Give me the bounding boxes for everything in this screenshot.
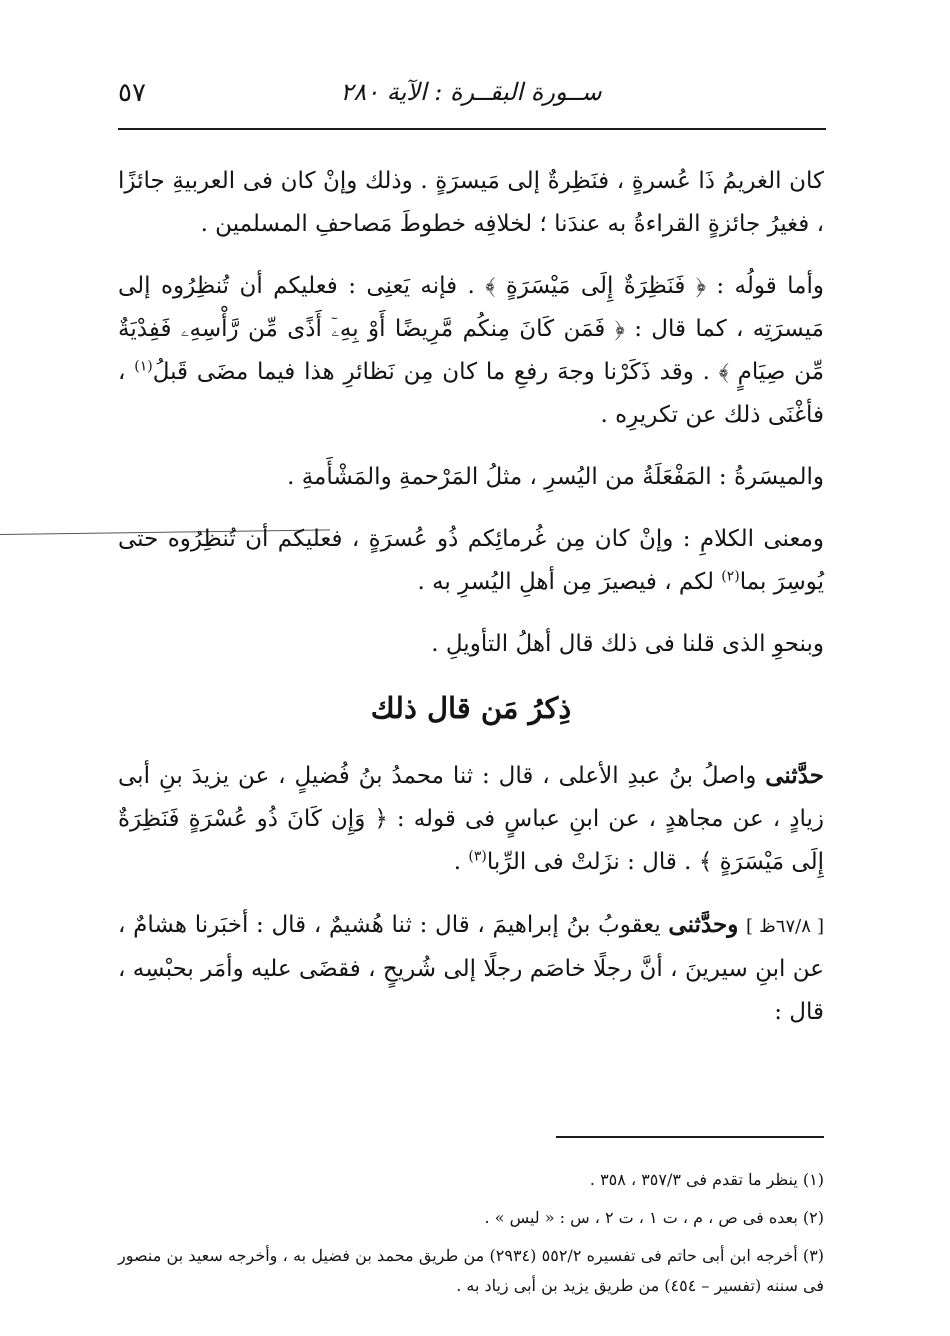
paragraph-5: وبنحوِ الذى قلنا فى ذلك قال أهلُ التأويلِ . [431, 631, 824, 657]
footnote-1: (١) ينظر ما تقدم فى ٣/‏٣٥٧ ، ٣٥٨ . [589, 1170, 824, 1189]
narration-2-text-a: يعقوبُ بنُ إبراهيمَ ، قال : ثنا هُشيمٌ ، قال : أخبَرنا هشامٌ ، عن ابنِ سيرينَ ، أنَّ رجلًا خاصَم رجلًا إلى شُريحٍ ، فقضَى عليه وأمَر بحبْسِه ، قال : [118, 912, 824, 1025]
footnote-ref[interactable]: (٣) [468, 848, 487, 865]
footnote-ref[interactable]: (٢) [721, 568, 740, 585]
paragraph-4-text-b: لكم ، فيصيرَ مِن أهلِ اليُسرِ به . [417, 569, 722, 595]
main-text [118, 160, 824, 1053]
footnote-ref[interactable]: (١) [134, 358, 153, 375]
paragraph-2-text-c: . وقد ذَكَرْنا وجهَ رفعِ ما كان مِن نَظائرِ هذا فيما مضَى قَبلُ [152, 359, 719, 385]
paragraph-4-text-a: ومعنى الكلامِ : وإنْ كان مِن غُرمائِكم ذُو عُسرَةٍ ، فعليكم أن تُنظِرُوه حتى يُوسِرَ بما [118, 526, 824, 595]
footnotes [118, 1165, 824, 1309]
paragraph-2-text-b: . فإنه يَعنِى : فعليكم أن تُنظِرُوه إلى مَيسرَتِه ، كما قال : [118, 273, 824, 342]
manuscript-folio-marker: [ ٦٧/٨ظ ] [746, 916, 824, 937]
quran-quote: ﴿ فَمَن كَانَ مِنكُم مَّرِيضًا أَوْ بِهِۦٓ أَذًى مِّن رَّأْسِهِۦ فَفِدْيَةٌ مِّن صِيَامٍ ﴾ [118, 316, 825, 385]
narration-lead: حدَّثنى [765, 762, 824, 789]
quran-quote: ﴿ وَإِن كَانَ ذُو عُسْرَةٍ فَنَظِرَةٌ إِلَى مَيْسَرَةٍ ﴾ [118, 806, 824, 875]
paragraph-3: والميسَرةُ : المَفْعَلَةُ من اليُسرِ ، مثلُ المَرْحمةِ والمَشْأَمةِ . [287, 464, 824, 490]
footnote-3: (٣) أخرجه ابن أبى حاتم فى تفسيره ٢/‏٥٥٢ (٢٩٣٤) من طريق محمد بن فضيل به ، وأخرجه سعيد بن منصور فى سننه (تفسير – ٤٥٤) من طريق يزيد بن أبى زياد به . [118, 1246, 825, 1295]
paragraph-1: كان الغريمُ ذَا عُسرةٍ ، فنَظِرةٌ إلى مَيسرَةٍ . وذلك وإنْ كان فى العربيةِ جائزًا ، فغيرُ جائزةٍ القراءةُ به عندَنا ؛ لخلافِه خطوطَ مَصاحفِ المسلمين . [118, 168, 824, 237]
surah-verse-title: ســورة البقــرة : الآية ٢٨٠ [340, 78, 602, 106]
paragraph-2 [118, 265, 824, 437]
running-header [118, 78, 824, 122]
paragraph-2-text-d: ، فأغْنَى ذلك عن تكريرِه . [118, 359, 824, 428]
header-divider [118, 128, 826, 130]
narration-1-text-a: واصلُ بنُ عبدِ الأعلى ، قال : ثنا محمدُ بنُ فُضيلٍ ، عن يزيدَ بنِ أبى زيادٍ ، عن مجاهدٍ ، عن ابنِ عباسٍ فى قوله : [118, 763, 824, 832]
narration-1-text-c: . [453, 849, 469, 875]
narration-1 [118, 754, 824, 884]
paragraph-2-text-a: وأما قولُه : [705, 273, 824, 299]
narration-lead: وحدَّثنى [668, 911, 739, 938]
narration-1-text-b: . قال : نزَلتْ فى الرِّبا [486, 849, 699, 875]
page-number: ٥٧ [118, 78, 146, 108]
paragraph-4 [118, 518, 824, 604]
quran-quote: ﴿ فَنَظِرَةٌ إِلَى مَيْسَرَةٍ ﴾ [485, 273, 706, 299]
footnote-divider [556, 1136, 824, 1138]
footnote-2: (٢) بعده فى ص ، م ، ت ١ ، ت ٢ ، س : « ليس » . [484, 1208, 824, 1227]
section-heading: ذِكرُ مَن قال ذلك [370, 691, 572, 725]
narration-2 [118, 903, 824, 1034]
